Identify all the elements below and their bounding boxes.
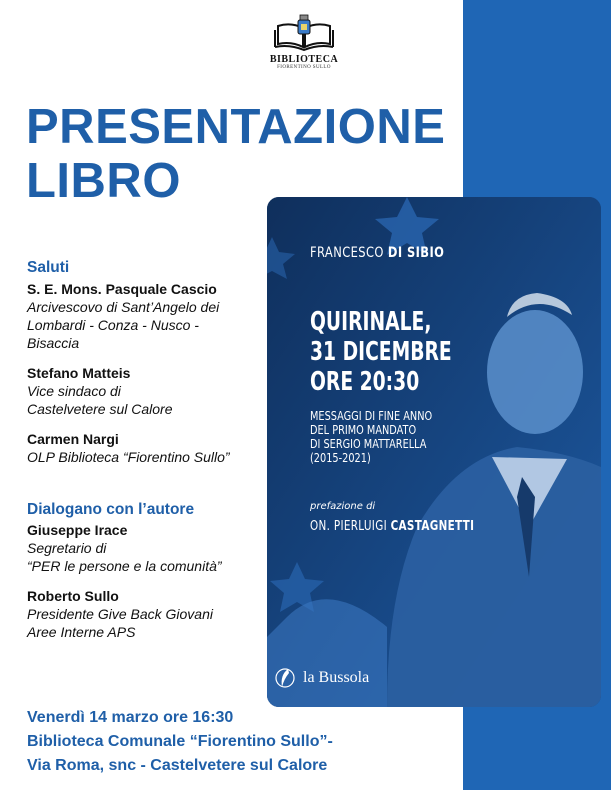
- speaker-name: Stefano Matteis: [27, 365, 131, 381]
- book-title-line: QUIRINALE,: [310, 307, 432, 337]
- title-line-2: LIBRO: [26, 154, 181, 208]
- author-last-name: DI SIBIO: [387, 245, 445, 261]
- open-book-icon: [274, 14, 334, 52]
- event-details: [27, 706, 467, 778]
- book-title-line: 31 DICEMBRE: [310, 337, 452, 367]
- speaker-name: Roberto Sullo: [27, 588, 119, 604]
- speaker-name: Giuseppe Irace: [27, 522, 128, 538]
- quill-icon: [275, 665, 295, 691]
- preface-first-name: ON. PIERLUIGI: [310, 519, 387, 534]
- speaker-name: Carmen Nargi: [27, 431, 119, 447]
- book-subtitle-line: DEL PRIMO MANDATO: [310, 422, 417, 437]
- page-title: [26, 100, 466, 208]
- logo-subtitle: FIORENTINO SULLO: [277, 65, 331, 70]
- speaker-block: [27, 280, 267, 352]
- speaker-role: “PER le persone e la comunità”: [27, 558, 222, 574]
- speaker-role: Segretario di: [27, 540, 107, 556]
- dialogano-section: [27, 500, 267, 641]
- speaker-name: S. E. Mons. Pasquale Cascio: [27, 281, 217, 297]
- preface-last-name: CASTAGNETTI: [390, 519, 475, 534]
- book-subtitle-line: DI SERGIO MATTARELLA: [310, 436, 427, 451]
- speaker-role: Aree Interne APS: [27, 624, 136, 640]
- speaker-block: [27, 587, 267, 641]
- saluti-heading: Saluti: [27, 259, 70, 276]
- title-line-1: PRESENTAZIONE: [26, 100, 446, 154]
- saluti-section: [27, 258, 267, 466]
- book-title: [310, 307, 452, 397]
- preface-author: [310, 519, 474, 534]
- speaker-role: Bisaccia: [27, 335, 80, 351]
- preface-label: prefazione di: [310, 501, 376, 512]
- speaker-role: Vice sindaco di: [27, 383, 121, 399]
- book-subtitle-line: MESSAGGI DI FINE ANNO: [310, 408, 433, 423]
- book-cover: [267, 197, 601, 707]
- book-author: [310, 245, 444, 261]
- publisher: [275, 665, 369, 691]
- publisher-name: la Bussola: [303, 669, 370, 686]
- event-address: Via Roma, snc - Castelvetere sul Calore: [27, 757, 328, 774]
- speaker-role: Castelvetere sul Calore: [27, 401, 173, 417]
- speaker-role: Presidente Give Back Giovani: [27, 606, 213, 622]
- event-date: Venerdì 14 marzo ore 16:30: [27, 709, 234, 726]
- author-first-name: FRANCESCO: [310, 245, 384, 261]
- biblioteca-logo: [262, 14, 346, 74]
- book-subtitle: [310, 409, 432, 465]
- book-title-line: ORE 20:30: [310, 367, 420, 397]
- speaker-block: [27, 521, 267, 575]
- speaker-role: Arcivescovo di Sant’Angelo dei: [27, 299, 220, 315]
- speaker-block: [27, 430, 267, 466]
- speaker-block: [27, 364, 267, 418]
- logo-name: BIBLIOTECA: [269, 54, 339, 65]
- speaker-role: OLP Biblioteca “Fiorentino Sullo”: [27, 449, 230, 465]
- book-subtitle-line: (2015-2021): [310, 450, 371, 465]
- event-venue: Biblioteca Comunale “Fiorentino Sullo”-: [27, 733, 333, 750]
- speaker-role: Lombardi - Conza - Nusco -: [27, 317, 199, 333]
- dialogano-heading: Dialogano con l’autore: [27, 501, 195, 518]
